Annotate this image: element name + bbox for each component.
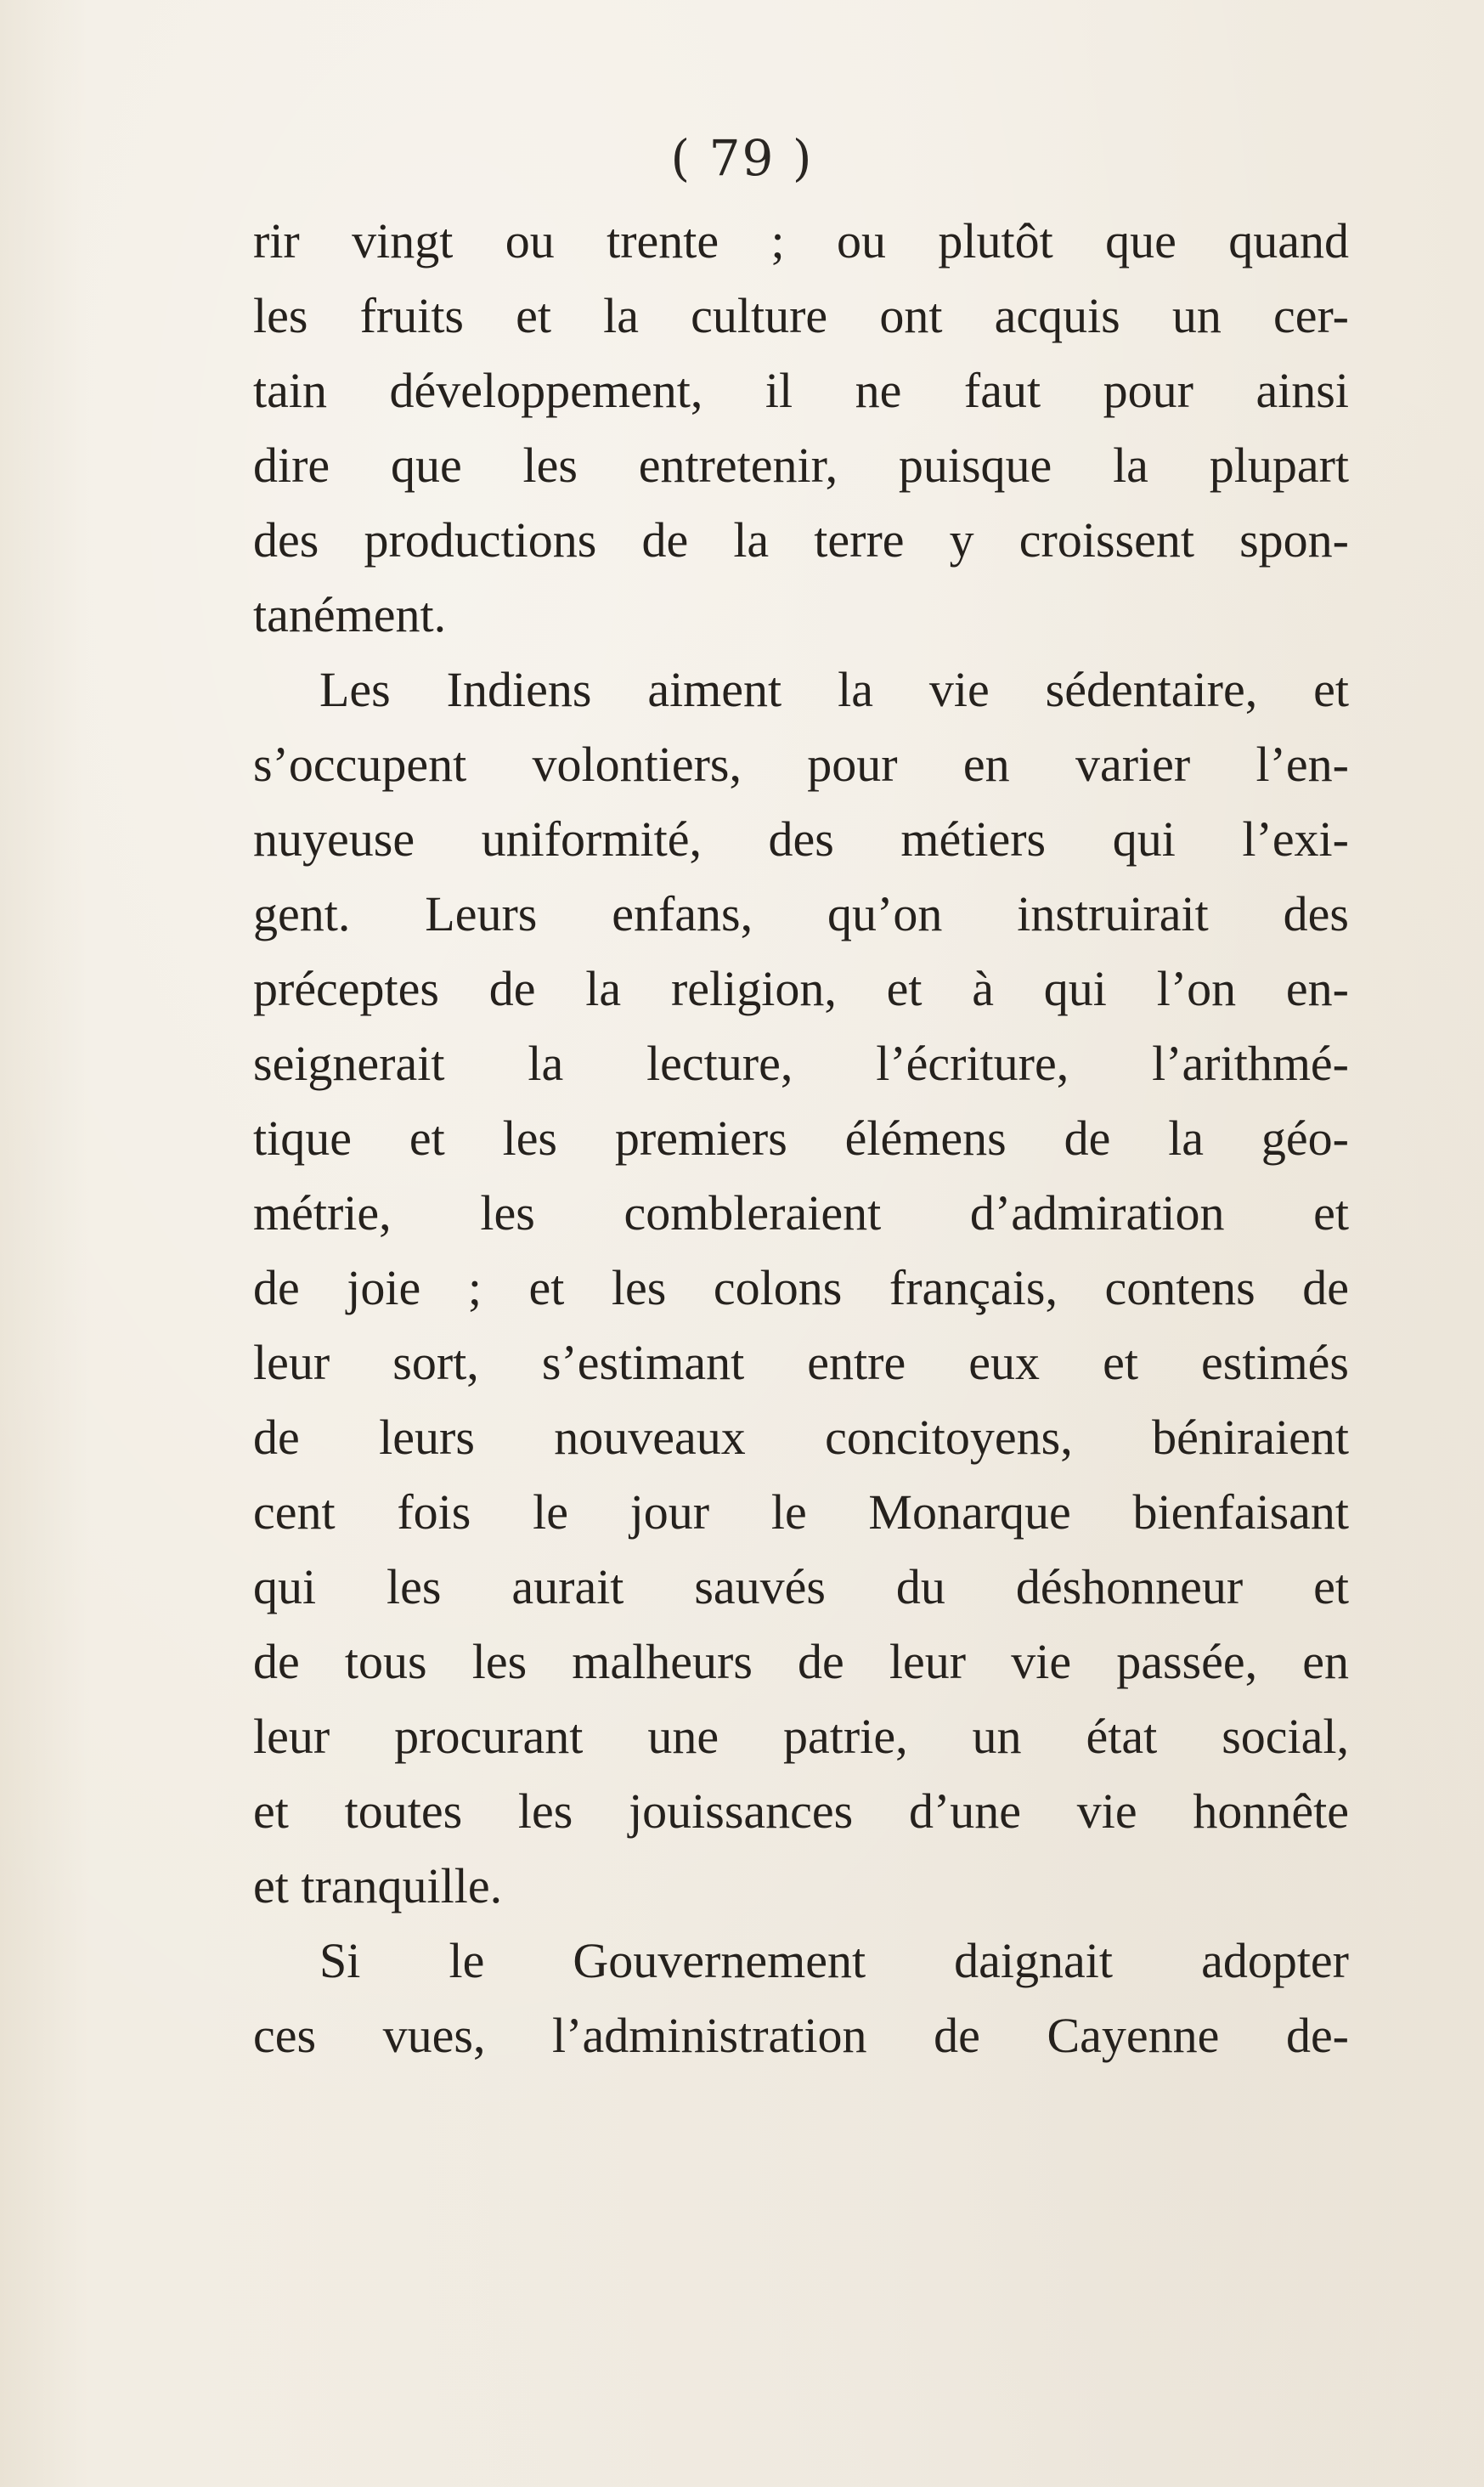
text-line: qui les aurait sauvés du déshonneur et xyxy=(253,1559,1349,1614)
text-line: des productions de la terre y croissent spon- xyxy=(253,512,1349,568)
text-line: et toutes les jouissances d’une vie honnête xyxy=(253,1783,1349,1839)
paragraph-2 xyxy=(253,653,1349,1924)
text-line: rir vingt ou trente ; ou plutôt que quand xyxy=(253,213,1349,268)
text-line: leur procurant une patrie, un état social, xyxy=(253,1709,1349,1764)
text-line: dire que les entretenir, puisque la plupart xyxy=(253,438,1349,493)
text-line: les fruits et la culture ont acquis un cer- xyxy=(253,288,1349,343)
text-line: ces vues, l’administration de Cayenne de- xyxy=(253,2008,1349,2063)
text-line: gent. Leurs enfans, qu’on instruirait des xyxy=(253,886,1349,941)
body-text xyxy=(253,204,1349,2073)
text-line: préceptes de la religion, et à qui l’on en- xyxy=(253,961,1349,1016)
paragraph-3 xyxy=(253,1924,1349,2073)
text-line: tanément. xyxy=(253,587,447,642)
text-line: métrie, les combleraient d’admiration et xyxy=(253,1185,1349,1241)
text-line: Si le Gouvernement daignait adopter xyxy=(319,1933,1349,1988)
text-line: s’occupent volontiers, pour en varier l’en- xyxy=(253,737,1349,792)
text-line: leur sort, s’estimant entre eux et estimés xyxy=(253,1335,1349,1390)
text-line: Les Indiens aiment la vie sédentaire, et xyxy=(319,662,1349,717)
text-line: de tous les malheurs de leur vie passée, en xyxy=(253,1634,1349,1689)
text-line: et tranquille. xyxy=(253,1858,503,1913)
text-line: seignerait la lecture, l’écriture, l’arithmé- xyxy=(253,1036,1349,1091)
text-line: tain développement, il ne faut pour ainsi xyxy=(253,363,1349,418)
text-line: de joie ; et les colons français, contens de xyxy=(253,1260,1349,1315)
text-line: tique et les premiers élémens de la géo- xyxy=(253,1111,1349,1166)
text-line: de leurs nouveaux concitoyens, béniraient xyxy=(253,1410,1349,1465)
text-line: nuyeuse uniformité, des métiers qui l’exi- xyxy=(253,811,1349,867)
page-number: ( 79 ) xyxy=(670,129,814,187)
text-line: cent fois le jour le Monarque bienfaisant xyxy=(253,1484,1349,1540)
paragraph-1 xyxy=(253,204,1349,653)
